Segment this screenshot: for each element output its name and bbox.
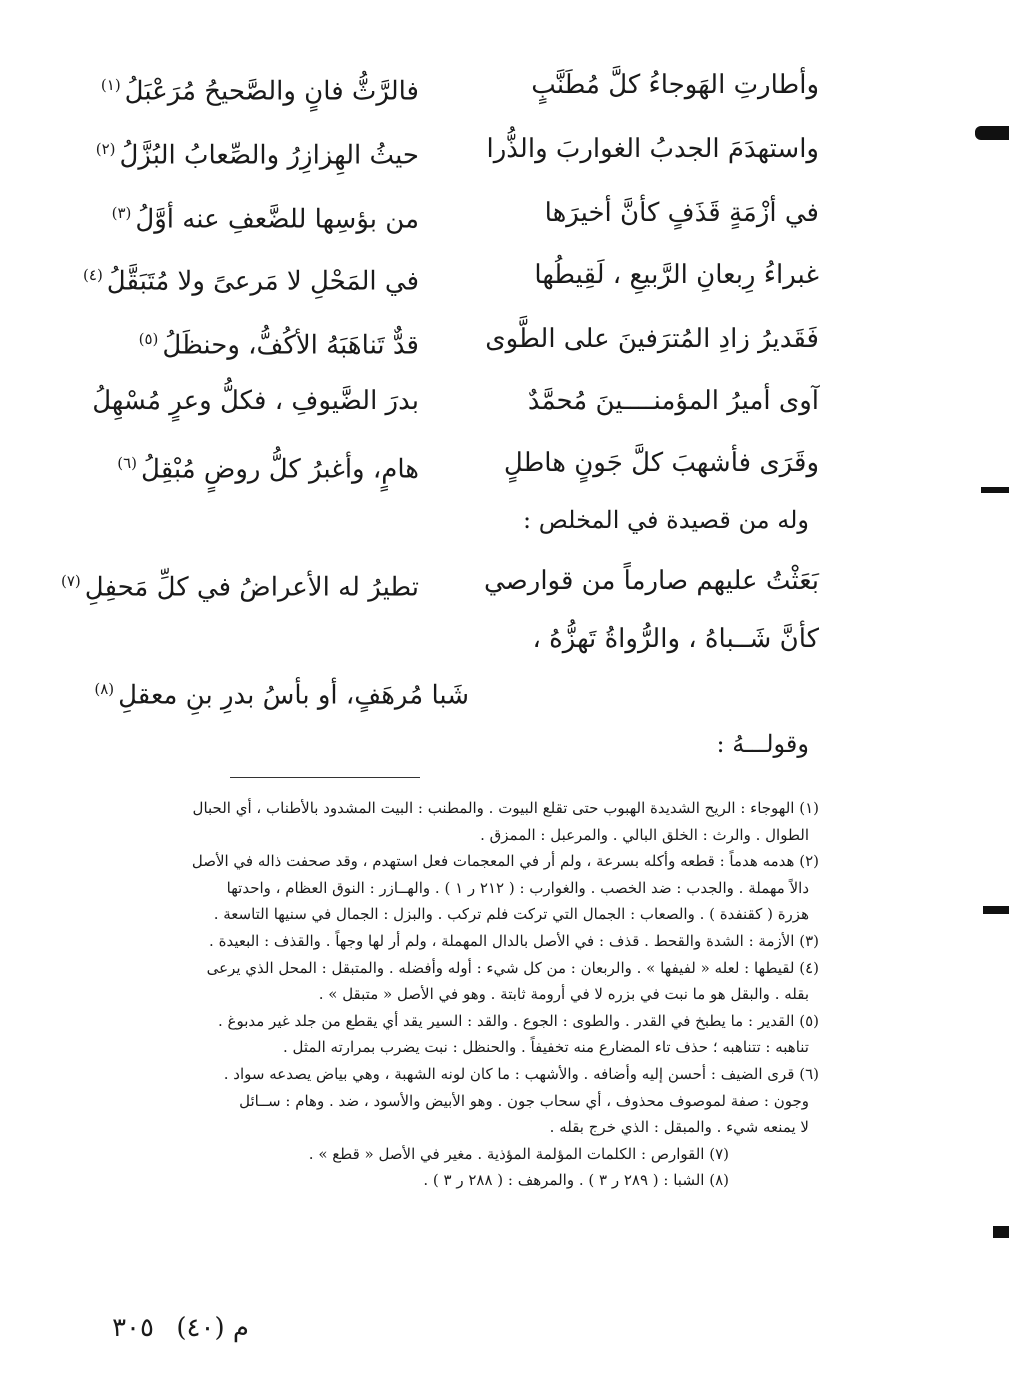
footnote-line: لا يمنعه شيء . والمبقل : الذي خرج بقله . <box>549 1118 809 1137</box>
scan-edge-mark <box>981 487 1009 493</box>
footnote-line: (٤) لقيطها : لعله « لفيفها » . والربعان : من كل شيء : أوله وأفضله . والمتبقل : المحل الذي يرعى <box>206 958 819 977</box>
verse-1-first-hemistich: وأطارتِ الهَوجاءُ كلَّ مُطَنَّبٍ <box>531 70 819 100</box>
scan-edge-mark <box>983 906 1009 914</box>
verse-2-second-text: حيثُ الهِزازِرُ والصِّعابُ البُزَّلُ <box>119 140 419 171</box>
footnote-line: (٦) قرى الضيف : أحسن إليه وأضافه . والأشهب : ما كان لونه الشهبة ، وهي بياض يصدعه سواد . <box>223 1064 819 1083</box>
verse-9-second-hemistich <box>89 664 469 714</box>
scan-edge-mark <box>993 1226 1009 1238</box>
verse-9-first-hemistich: كأنَّ شَــباهُ ، والرُّواةُ تَهزُّهُ ، <box>532 624 819 654</box>
footnote-divider <box>230 777 420 778</box>
footnote-ref-8: (٨) <box>94 680 115 698</box>
footnote-line: الطوال . والرث : الخلق البالي . والمرعبل : الممزق . <box>480 825 809 844</box>
footnote-line: (٥) القدير : ما يطبخ في القدر . والطوى : الجوع . والقد : السير يقد أي يقطع من جلد غير مدبوغ . <box>217 1011 819 1030</box>
footnote-line: دالاً مهملة . والجدب : ضد الخصب . والغوارب : ( ٢١٢ ر ١ ) . والهــازر : النوق العظام ، واحدتها <box>226 878 809 897</box>
scan-edge-mark <box>975 126 1009 140</box>
verse-5-first-hemistich: فَقَديرُ زادِ المُترَفينَ على الطَّوى <box>485 324 819 354</box>
footnote-ref-4: (٤) <box>83 266 103 284</box>
footnote-ref-3: (٣) <box>111 204 132 222</box>
verse-6-first-hemistich: آوى أميرُ المؤمنــــينَ مُحمَّدٌ <box>527 386 819 416</box>
verse-1-second-text: فالرَّثُّ فانٍ والصَّحيحُ مُرَعْبَلُ <box>124 76 419 107</box>
footnote-ref-1: (١) <box>100 76 121 94</box>
verse-2-first-hemistich: واستهدَمَ الجدبُ الغواربَ والذُّرا <box>486 134 819 164</box>
signature-mark: م (٤٠) <box>176 1313 249 1343</box>
footnote-line: (٣) الأزمة : الشدة والقحط . قذف : في الأصل بالدال المهملة ، ولم أر لها وجهاً . والقذف : البعيدة . <box>209 931 819 950</box>
verse-3-second-hemistich <box>99 188 419 238</box>
verse-4-second-text: في المَحْلِ لا مَرعىً ولا مُتَبَقَّلُ <box>106 266 419 297</box>
verse-5-second-text: قدٌّ تَناهَبَهُ الأكُفُّ، وحنظَلُ <box>162 330 419 361</box>
outro-line: وقولـــهُ : <box>716 730 809 758</box>
footnote-ref-2: (٢) <box>95 140 116 158</box>
verse-6-second-hemistich <box>92 376 419 426</box>
footnote-line: هزرة ( كقنفدة ) . والصعاب : الجمال التي تركت فلم تركب . والبزل : الجمال في سنيها التاسعة . <box>213 905 809 924</box>
footnote-ref-7: (٧) <box>60 572 81 590</box>
footnote-line: (٢) هدمه هدماً : قطعه وأكله بسرعة ، ولم أر في المعجمات فعل استهدم ، وقد صحفت ذاله في الأصل <box>191 852 819 871</box>
verse-4-first-hemistich: غبراءُ رِبعانِ الرَّبيعِ ، لَقِيطُها <box>534 260 819 290</box>
verse-1-second-hemistich <box>99 60 419 110</box>
footnote-line: بقله . والبقل هو ما نبت في بزره لا في أرومة ثابتة . وهو في الأصل « متبقل » . <box>318 985 809 1004</box>
verse-8-second-text: تطيرُ له الأعراضُ في كلِّ مَحفِلِ <box>84 572 419 603</box>
verse-5-second-hemistich <box>99 314 419 364</box>
verse-8-second-hemistich <box>60 556 419 606</box>
verse-2-second-hemistich <box>95 124 419 174</box>
footnote-line: (١) الهوجاء : الريح الشديدة الهبوب حتى تقلع البيوت . والمطنب : البيت المشدود بالأطناب ، أي الحبال <box>192 799 819 817</box>
footnote-ref-5: (٥) <box>138 330 159 348</box>
footnote-line: (٧) القوارص : الكلمات المؤلمة المؤذية . مغير في الأصل « قطع » . <box>308 1144 729 1163</box>
footnotes <box>89 795 819 1194</box>
verse-4-second-hemistich <box>83 250 419 300</box>
verse-7-second-text: هامٍ، وأغبرُ كلُّ روضٍ مُبْقِلُ <box>141 454 419 485</box>
verse-3-second-text: من بؤسِها للضَّعفِ عنه أوَّلُ <box>135 204 419 235</box>
verse-9-second-text: شَبا مُرهَفٍ، أو بأسُ بدرِ بنِ معقلِ <box>118 680 469 711</box>
footnote-line: وجون : صفة لموصوف محذوف ، أي سحاب جون . وهو الأبيض والأسود ، ضد . وهام : ســائل <box>239 1091 809 1110</box>
verse-7-first-hemistich: وقَرَى فأشهبَ كلَّ جَونٍ هاطلٍ <box>503 448 819 478</box>
verse-7-second-hemistich <box>99 438 419 488</box>
intro-line: وله من قصيدة في المخلص : <box>523 506 809 534</box>
page-number: ٣٠٥ <box>112 1313 154 1343</box>
footnote-line: (٨) الشبا : ( ٢٨٩ ر ٣ ) . والمرهف : ( ٢٨٨ ر ٣ ) . <box>423 1171 729 1190</box>
footnote-line: تناهبه : تتناهبه ؛ حذف تاء المضارع منه تخفيفاً . والحنظل : نبت يضرب بمرارته المثل . <box>282 1038 809 1057</box>
footnote-ref-6: (٦) <box>117 454 138 472</box>
verse-8-first-hemistich: بَعَثْتُ عليهم صارماً من قوارصي <box>484 566 819 596</box>
verse-3-first-hemistich: في أزْمَةٍ قَذَفٍ كأنَّ أخيرَها <box>544 198 819 228</box>
verse-6-second-text: بدرَ الضَّيوفِ ، فكلُّ وعرٍ مُسْهِلُ <box>92 386 419 416</box>
